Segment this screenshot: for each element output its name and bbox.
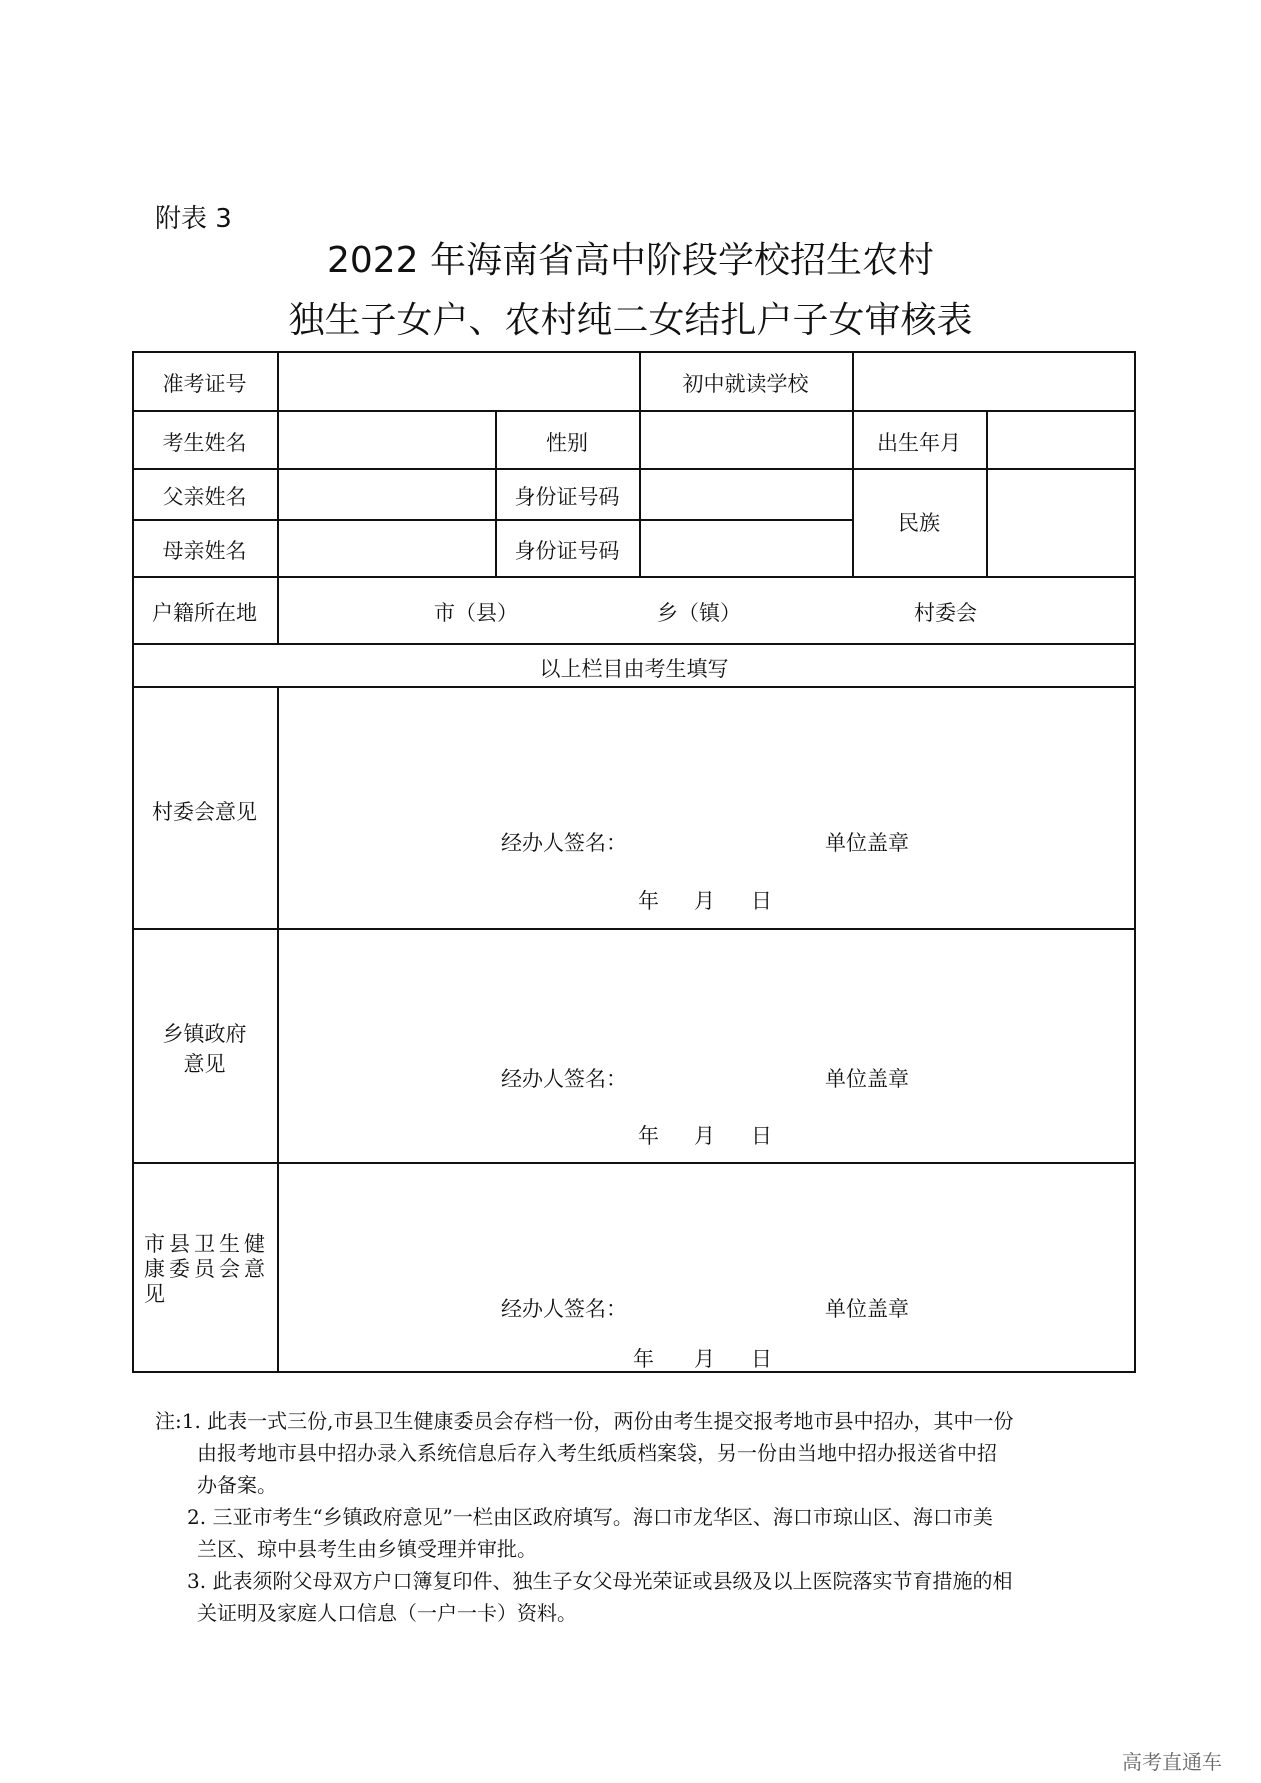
student-name-field[interactable]: [279, 412, 495, 468]
notes-section: [155, 1405, 1014, 1629]
footer-watermark: 高考直通车: [1122, 1750, 1222, 1774]
household-label: 户籍所在地: [152, 601, 257, 625]
city-county-label: 市（县）: [434, 601, 518, 625]
signer-label: 经办人签名：: [501, 1067, 627, 1091]
date-year: 年: [633, 1347, 654, 1371]
ethnicity-label: 民族: [898, 511, 940, 535]
note-2-line2: 兰区、琼中县考生由乡镇受理并审批。: [197, 1537, 537, 1561]
approval-label-line1: 乡镇政府: [162, 1022, 247, 1046]
date-day: 日: [751, 889, 772, 913]
filled-by-student-note: 以上栏目由考生填写: [539, 657, 729, 681]
note-1-line2: 由报考地市县中招办录入系统信息后存入考生纸质档案袋，另一份由当地中招办报送省中招: [197, 1441, 997, 1465]
approval-label: 村委会意见: [152, 800, 257, 824]
middle-school-label: 初中就读学校: [682, 372, 809, 396]
note-2-line1: 2. 三亚市考生“乡镇政府意见”一栏由区政府填写。海口市龙华区、海口市琼山区、海口市美: [187, 1505, 993, 1529]
approval-label-line2: 意见: [183, 1052, 226, 1076]
date-month: 月: [694, 889, 715, 913]
birth-date-label: 出生年月: [877, 431, 961, 455]
date-day: 日: [751, 1124, 772, 1148]
approval-label-line3: 见: [144, 1282, 165, 1306]
date-month: 月: [694, 1124, 715, 1148]
signer-label: 经办人签名：: [501, 1297, 627, 1321]
seal-label: 单位盖章: [825, 1067, 909, 1091]
father-id-label: 身份证号码: [514, 485, 620, 509]
row-divider: [132, 643, 1136, 645]
gender-field[interactable]: [641, 412, 852, 468]
student-name-label: 考生姓名: [162, 431, 247, 455]
gender-label: 性别: [546, 431, 588, 455]
birth-date-field[interactable]: [988, 412, 1134, 468]
town-label: 乡（镇）: [657, 601, 741, 625]
father-name-label: 父亲姓名: [162, 485, 247, 509]
seal-label: 单位盖章: [825, 1297, 909, 1321]
village-committee-label: 村委会: [914, 601, 977, 625]
father-name-field[interactable]: [279, 470, 495, 519]
page-title-line1: 2022 年海南省高中阶段学校招生农村: [326, 240, 935, 281]
admission-no-field[interactable]: [279, 353, 639, 410]
date-day: 日: [751, 1347, 772, 1371]
note-3-line1: 3. 此表须附父母双方户口簿复印件、独生子女父母光荣证或县级及以上医院落实节育措施的相: [187, 1569, 1013, 1593]
approval-label-line2: 康委员会意: [144, 1257, 269, 1281]
row-divider: [132, 576, 1136, 578]
date-month: 月: [694, 1347, 715, 1371]
mother-name-label: 母亲姓名: [162, 539, 247, 563]
note-1-line1: 注:1. 此表一式三份,市县卫生健康委员会存档一份，两份由考生提交报考地市县中招办，其中一份: [155, 1409, 1014, 1433]
date-year: 年: [638, 889, 659, 913]
page-title-line2: 独生子女户、农村纯二女结扎户子女审核表: [288, 300, 973, 341]
note-3-line2: 关证明及家庭人口信息（一户一卡）资料。: [197, 1601, 577, 1625]
mother-name-field[interactable]: [279, 521, 495, 576]
attachment-label: 附表 3: [155, 204, 232, 234]
approval-label-line1: 市县卫生健: [144, 1232, 269, 1256]
mother-id-label: 身份证号码: [514, 539, 620, 563]
mother-id-field[interactable]: [641, 521, 852, 576]
middle-school-field[interactable]: [854, 353, 1134, 410]
signer-label: 经办人签名：: [501, 831, 627, 855]
review-form-table: [132, 351, 1136, 1373]
admission-no-label: 准考证号: [162, 372, 247, 396]
table-border-right: [1134, 351, 1136, 1373]
date-year: 年: [638, 1124, 659, 1148]
health-commission-opinion-field[interactable]: [279, 1164, 1134, 1371]
father-id-field[interactable]: [641, 470, 852, 519]
seal-label: 单位盖章: [825, 831, 909, 855]
note-1-line3: 办备案。: [197, 1473, 277, 1497]
ethnicity-field[interactable]: [988, 470, 1134, 576]
